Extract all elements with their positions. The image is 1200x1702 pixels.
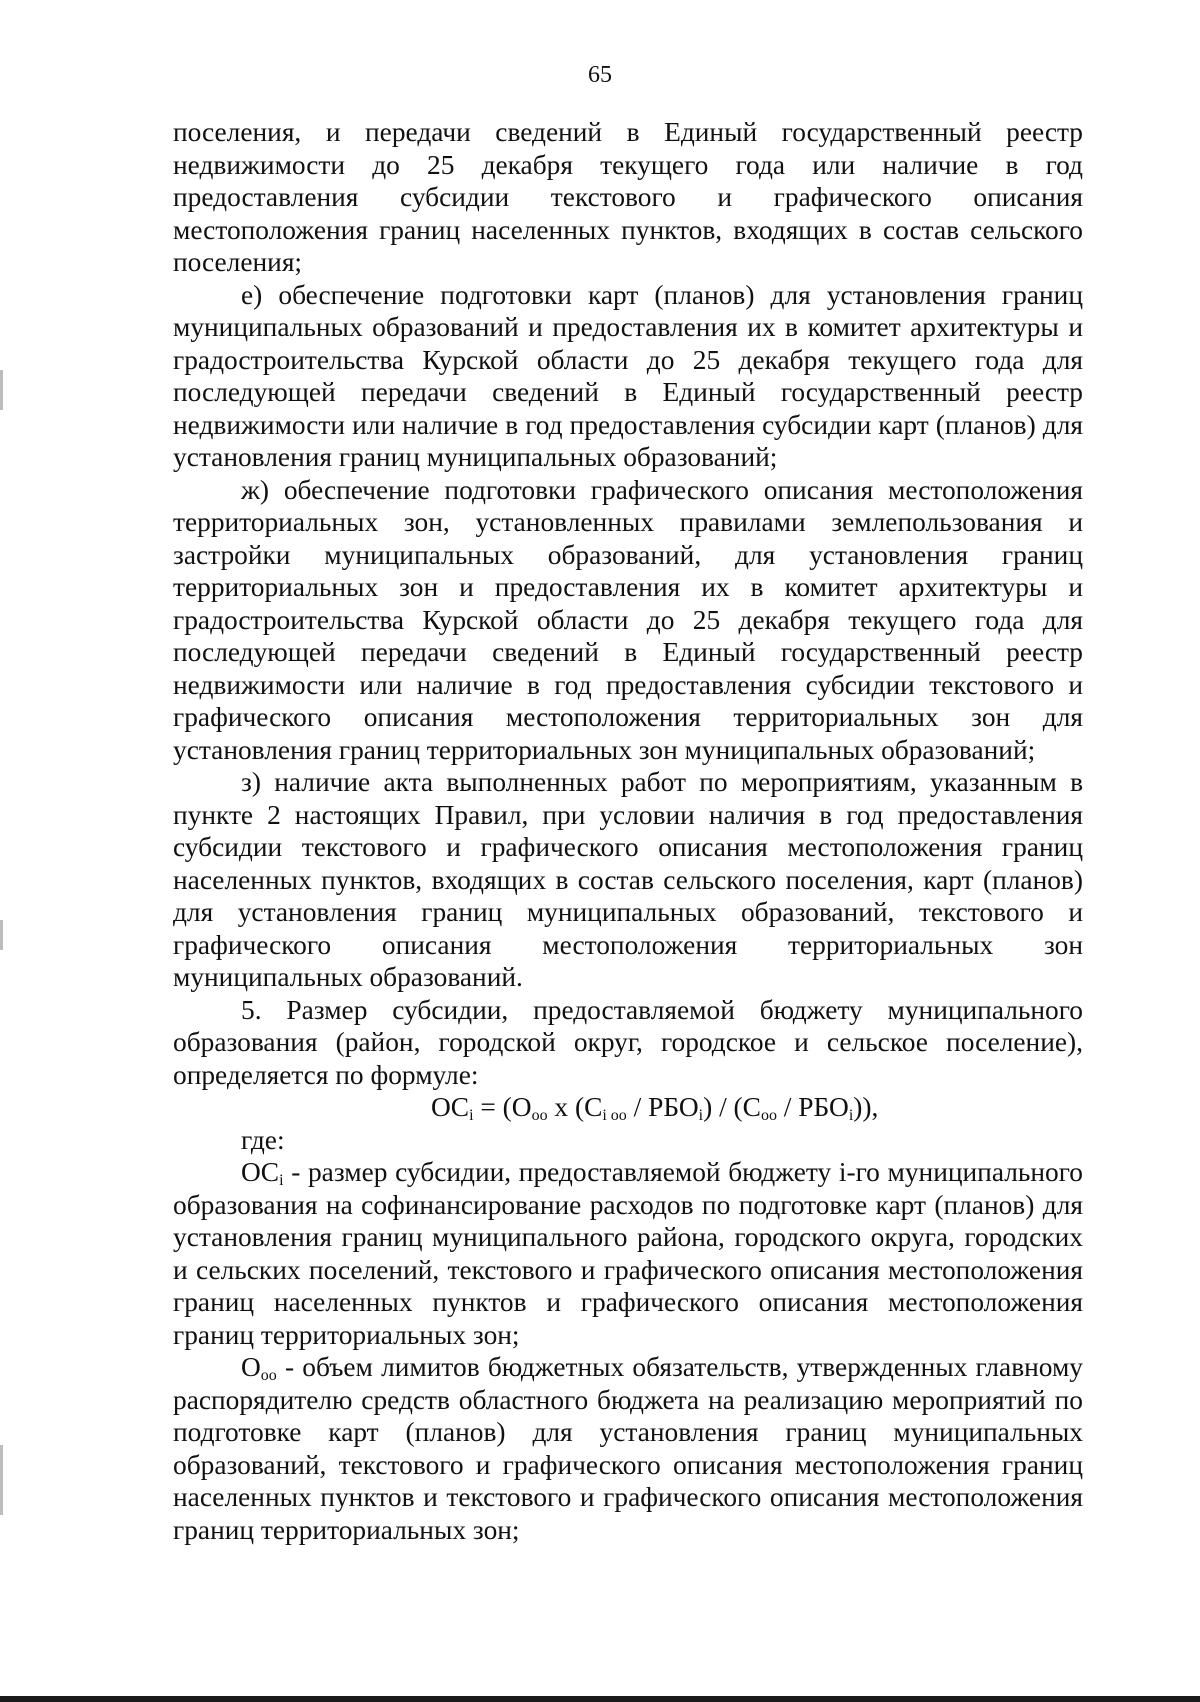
paragraph-item-z: з) наличие акта выполненных работ по мероприятиям, указанным в пункте 2 настоящих Правил, при условии наличия в год предоставления субсидии текстового и графического описания местоположения границ населенных пунктов, входящих в состав сельского поселения, карт (планов) для установления границ муниципальных образований, текстового и графического описания местоположения территориальных зон муниципальных образований. <box>173 767 1083 992</box>
scan-edge-mark <box>0 370 3 410</box>
page-number: 65 <box>588 62 612 88</box>
paragraph-item-e: е) обеспечение подготовки карт (планов) для установления границ муниципальных образований и предоставления их в комитет архитектуры и градостроительства Курской области до 25 декабря текущего года для последующей передачи сведений в Единый государственный реестр недвижимости или наличие в год предоставления субсидии карт (планов) для установления границ муниципальных образований; <box>173 279 1083 472</box>
document-body <box>173 116 1083 1546</box>
scan-bottom-edge <box>0 1696 1200 1702</box>
scan-edge-mark <box>0 1445 3 1515</box>
paragraph-continuation: поселения, и передачи сведений в Единый государственный реестр недвижимости до 25 декабря текущего года или наличие в год предоставления субсидии текстового и графического описания местоположения границ населенных пунктов, входящих в состав сельского поселения; <box>173 117 1083 277</box>
scan-edge-mark <box>0 920 3 950</box>
subsidy-formula: $OC_i = (O_{oo}$ x $(C_{i oo} / РБО_i) / (C_{oo} / РБО_i)$), <box>431 1092 879 1124</box>
paragraph-section-5: 5. Размер субсидии, предоставляемой бюджету муниципального образования (район, городской округ, городское и сельское поселение), определяется по формуле: <box>173 994 1083 1090</box>
where-label: где: <box>241 1124 285 1155</box>
paragraph-item-zh: ж) обеспечение подготовки графического описания местоположения территориальных зон, установленных правилами землепользования и застройки муниципальных образований, для установления границ территориальных зон и предоставления их в комитет архитектуры и градостроительства Курской области до 25 декабря текущего года для последующей передачи сведений в Единый государственный реестр недвижимости или наличие в год предоставления субсидии текстового и графического описания местоположения территориальных зон для установления границ территориальных зон муниципальных образований; <box>173 474 1083 765</box>
definition-oc-i: $OC_i$ - размер субсидии, предоставляемой бюджету i-го муниципального образования на софинансирование расходов по подготовке карт (планов) для установления границ муниципального района, городского округа, городских и сельских поселений, текстового и графического описания местоположения границ населенных пунктов и графического описания местоположения границ территориальных зон; <box>173 1157 1083 1350</box>
definition-o-oo: $O_{oo}$ - объем лимитов бюджетных обязательств, утвержденных главному распорядителю средств областного бюджета на реализацию мероприятий по подготовке карт (планов) для установления границ муниципальных образований, текстового и графического описания местоположения границ населенных пунктов и текстового и графического описания местоположения границ территориальных зон; <box>173 1352 1083 1545</box>
